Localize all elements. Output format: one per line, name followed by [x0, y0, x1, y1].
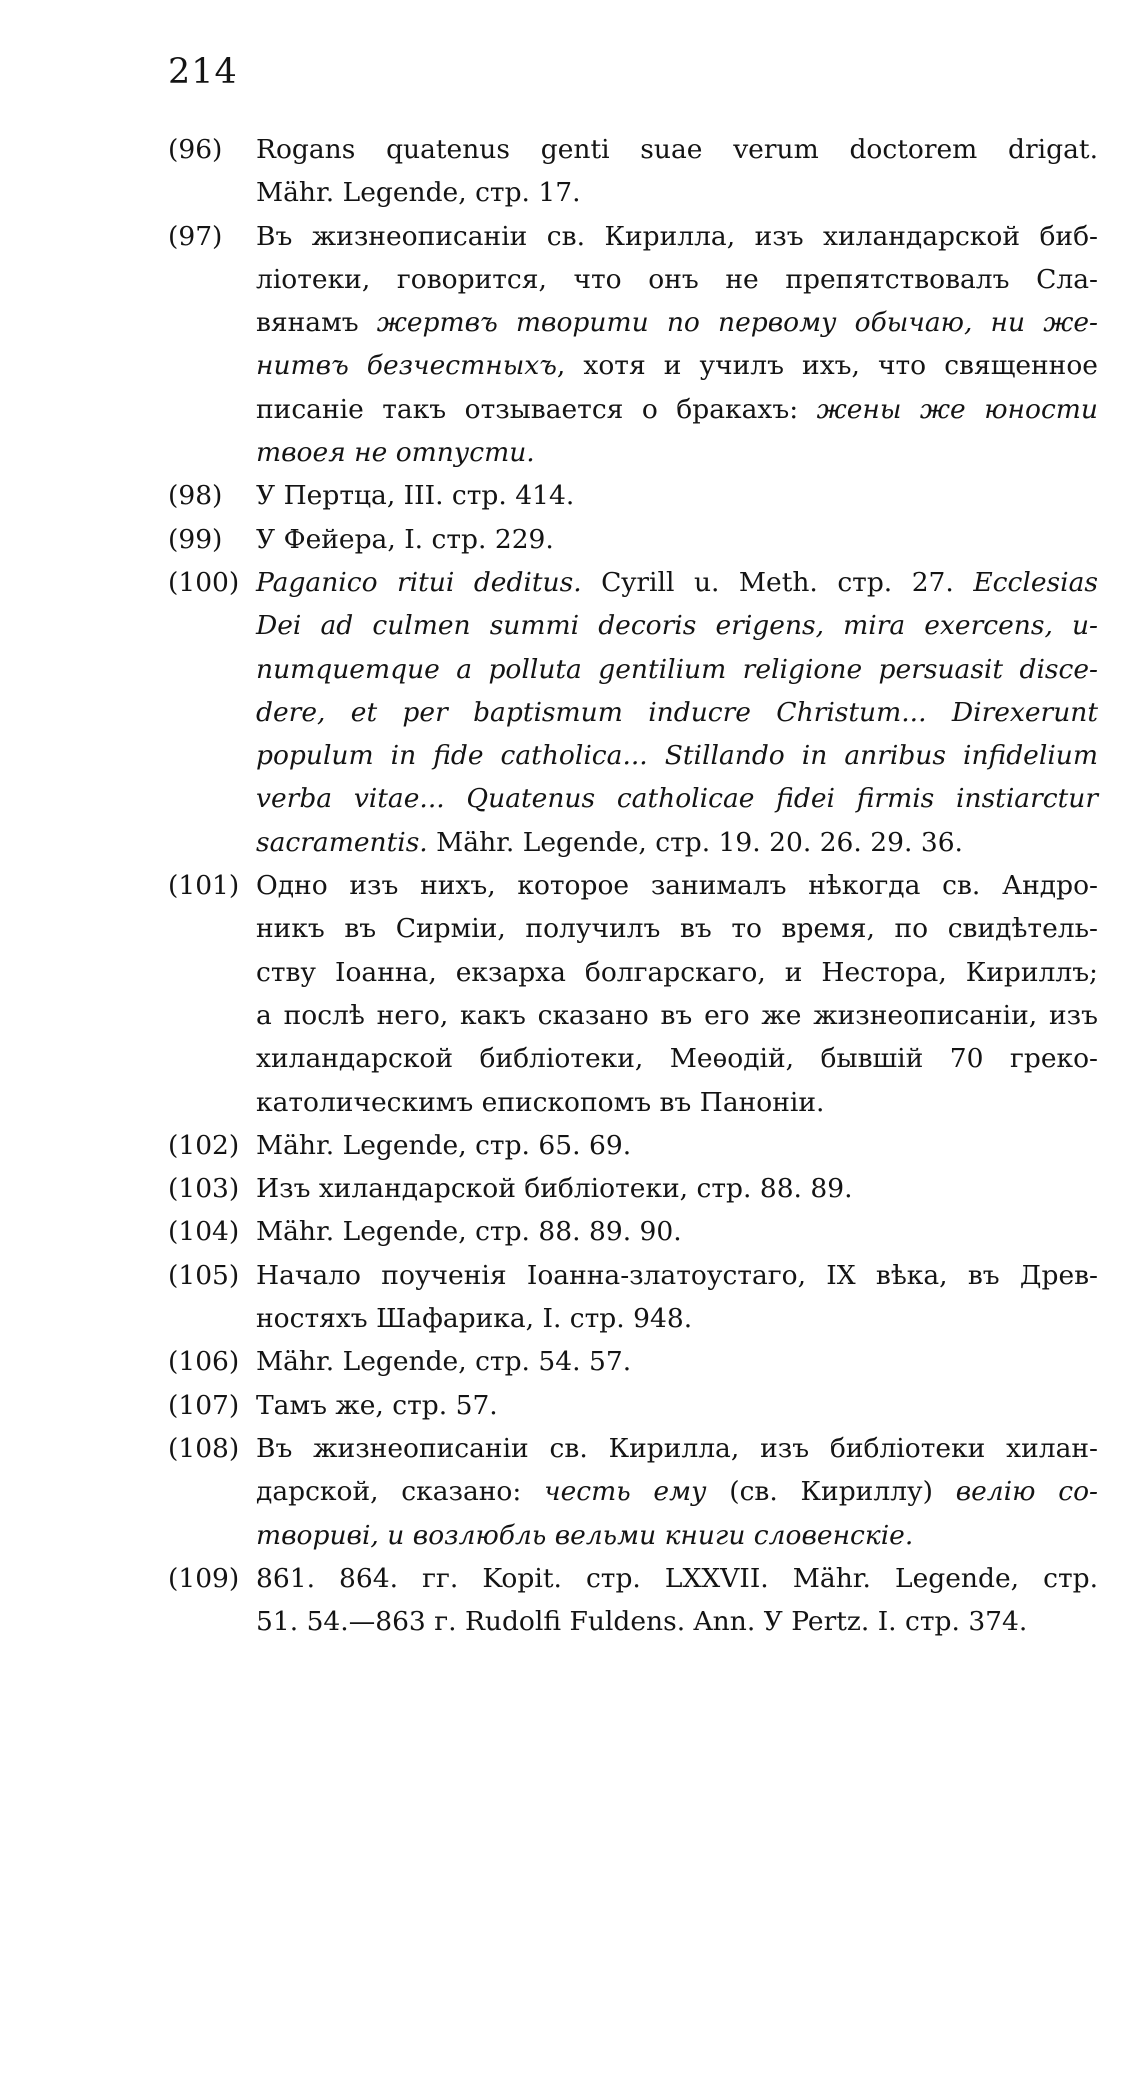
footnote	[168, 215, 1098, 475]
italic-text: нитвъ безчестныхъ	[256, 350, 557, 382]
footnote-number: (108)	[168, 1432, 240, 1464]
italic-text: verba vitae... Quatenus catholicae fidei firmis instiarctur	[256, 783, 1098, 815]
text-run: дарской, сказано:	[256, 1476, 545, 1508]
text-run: никъ въ Сирміи, получилъ въ то время, по свидѣтель-	[256, 913, 1098, 945]
text-run: Начало поученія Іоанна-златоустаго, IX вѣка, въ Древ-	[256, 1259, 1098, 1291]
footnote-text	[256, 1557, 1098, 1644]
footnote-line	[256, 604, 1098, 647]
text-run: Mähr. Legende, стр. 65. 69.	[256, 1129, 632, 1161]
text-run: (св. Кириллу)	[706, 1476, 956, 1508]
text-run: 51. 54.—863 г. Rudolfi Fuldens. Ann. У Pertz. I. стр. 374.	[256, 1606, 1028, 1638]
text-run: Въ жизнеописаніи св. Кирилла, изъ библіотеки хилан-	[256, 1432, 1098, 1464]
text-run: Cyrill u. Meth. стр. 27.	[601, 566, 974, 598]
footnote	[168, 1384, 1098, 1427]
footnote-number: (101)	[168, 870, 240, 902]
footnote-line	[256, 1037, 1098, 1080]
text-run: вянамъ	[256, 307, 377, 339]
footnote-number: (97)	[168, 220, 223, 252]
footnote-line	[256, 1340, 1098, 1383]
text-run: писаніе такъ отзывается о бракахъ:	[256, 393, 817, 425]
footnote-line	[256, 1470, 1098, 1513]
footnote-line	[256, 258, 1098, 301]
text-run: ству Іоанна, екзарха болгарскаго, и Нестора, Кириллъ;	[256, 956, 1098, 988]
footnote-number: (109)	[168, 1562, 240, 1594]
footnote-line	[256, 518, 1098, 561]
footnote-line	[256, 1124, 1098, 1167]
text-run: ліотеки, говорится, что онъ не препятствовалъ Сла-	[256, 263, 1098, 295]
footnote-line	[256, 171, 1098, 214]
footnote	[168, 1167, 1098, 1210]
footnote-line	[256, 1600, 1098, 1643]
text-run: хиландарской библіотеки, Меѳодій, бывшій 70 греко-	[256, 1043, 1098, 1075]
footnote-line	[256, 821, 1098, 864]
footnote-text	[256, 864, 1098, 1124]
footnote	[168, 518, 1098, 561]
italic-text: Dei ad culmen summi decoris erigens, mira exercens, u-	[256, 610, 1098, 642]
footnote-line	[256, 388, 1098, 431]
footnote-line	[256, 1167, 1098, 1210]
page-number: 214	[168, 52, 238, 92]
text-run: Изъ хиландарской библіотеки, стр. 88. 89.	[256, 1173, 853, 1205]
footnote-line	[256, 1297, 1098, 1340]
footnote-line	[256, 864, 1098, 907]
footnote-line	[256, 1081, 1098, 1124]
footnote	[168, 1557, 1098, 1644]
footnote-number: (102)	[168, 1129, 240, 1161]
footnote	[168, 1427, 1098, 1557]
footnote-line	[256, 907, 1098, 950]
italic-text: честь ему	[544, 1476, 707, 1508]
text-run: Mähr. Legende, стр. 54. 57.	[256, 1346, 632, 1378]
italic-text: sacramentis.	[256, 826, 437, 858]
footnote-text	[256, 1254, 1098, 1341]
footnote-text	[256, 1340, 1098, 1383]
footnote-text	[256, 128, 1098, 215]
italic-text: populum in fide catholica... Stillando in anribus infidelium	[256, 740, 1098, 772]
footnote-number: (100)	[168, 566, 240, 598]
footnote-line	[256, 431, 1098, 474]
footnote-number: (98)	[168, 480, 223, 512]
footnote-text	[256, 518, 1098, 561]
footnote-text	[256, 1167, 1098, 1210]
footnote-number: (104)	[168, 1216, 240, 1248]
footnote-number: (107)	[168, 1389, 240, 1421]
footnote-line	[256, 1384, 1098, 1427]
italic-text: Ecclesias	[973, 566, 1098, 598]
italic-text: Paganico ritui deditus.	[256, 566, 602, 598]
footnote-line	[256, 474, 1098, 517]
footnote	[168, 1124, 1098, 1167]
footnote-line	[256, 561, 1098, 604]
footnote-number: (96)	[168, 134, 223, 165]
footnote-line	[256, 648, 1098, 691]
text-run: Тамъ же, стр. 57.	[256, 1389, 498, 1421]
footnote-number: (106)	[168, 1346, 240, 1378]
footnote	[168, 1210, 1098, 1253]
footnote	[168, 128, 1098, 215]
footnote-line	[256, 1557, 1098, 1600]
footnote-number: (99)	[168, 523, 223, 555]
footnote-number: (105)	[168, 1259, 240, 1291]
text-run: Одно изъ нихъ, которое занималъ нѣкогда св. Андро-	[256, 870, 1098, 902]
italic-text: numquemque a polluta gentilium religione persuasit disce-	[256, 653, 1098, 685]
text-run: , хотя и училъ ихъ, что священное	[556, 350, 1098, 382]
text-run: а послѣ него, какъ сказано въ его же жизнеописаніи, изъ	[256, 999, 1098, 1031]
footnote-line	[256, 128, 1098, 171]
footnote-text	[256, 1124, 1098, 1167]
footnote-line	[256, 301, 1098, 344]
footnote-text	[256, 1210, 1098, 1253]
italic-text: жены же юности	[816, 393, 1098, 425]
footnote-line	[256, 1514, 1098, 1557]
footnote	[168, 474, 1098, 517]
text-run: 861. 864. гг. Kopit. стр. LXXVII. Mähr. Legende, стр.	[256, 1562, 1098, 1594]
footnote-text	[256, 561, 1098, 864]
italic-text: твоея не отпусти.	[256, 437, 535, 469]
text-run: У Фейера, I. стр. 229.	[256, 523, 554, 555]
footnote-line	[256, 1254, 1098, 1297]
footnote-line	[256, 1210, 1098, 1253]
text-run: Rogans quatenus genti suae verum doctorem drigat.	[256, 134, 1098, 165]
footnote	[168, 1254, 1098, 1341]
text-run: Mähr. Legende, стр. 17.	[256, 177, 581, 209]
italic-text: dere, et per baptismum inducre Christum... Direxerunt	[256, 696, 1098, 728]
footnotes-list	[168, 128, 1098, 1643]
text-run: Mähr. Legende, стр. 88. 89. 90.	[256, 1216, 682, 1248]
footnote-number: (103)	[168, 1173, 240, 1205]
footnote-line	[256, 734, 1098, 777]
footnote-line	[256, 691, 1098, 734]
footnote	[168, 1340, 1098, 1383]
footnote	[168, 561, 1098, 864]
footnote-line	[256, 951, 1098, 994]
footnote	[168, 864, 1098, 1124]
footnote-text	[256, 474, 1098, 517]
footnote-line	[256, 215, 1098, 258]
italic-text: твориві, и возлюбль вельми книги словенскіе.	[256, 1519, 914, 1551]
footnote-line	[256, 1427, 1098, 1470]
text-run: Mähr. Legende, стр. 19. 20. 26. 29. 36.	[436, 826, 963, 858]
footnote-text	[256, 215, 1098, 475]
footnote-line	[256, 344, 1098, 387]
text-run: ностяхъ Шафарика, I. стр. 948.	[256, 1303, 693, 1335]
footnote-line	[256, 994, 1098, 1037]
footnote-line	[256, 777, 1098, 820]
text-run: У Пертца, III. стр. 414.	[256, 480, 575, 512]
text-run: Въ жизнеописаніи св. Кирилла, изъ хиландарской биб-	[256, 220, 1098, 252]
italic-text: велію со-	[955, 1476, 1099, 1508]
footnote-text	[256, 1427, 1098, 1557]
text-run: католическимъ епископомъ въ Паноніи.	[256, 1086, 825, 1118]
footnote-text	[256, 1384, 1098, 1427]
italic-text: жертвъ творити по первому обычаю, ни же-	[376, 307, 1098, 339]
